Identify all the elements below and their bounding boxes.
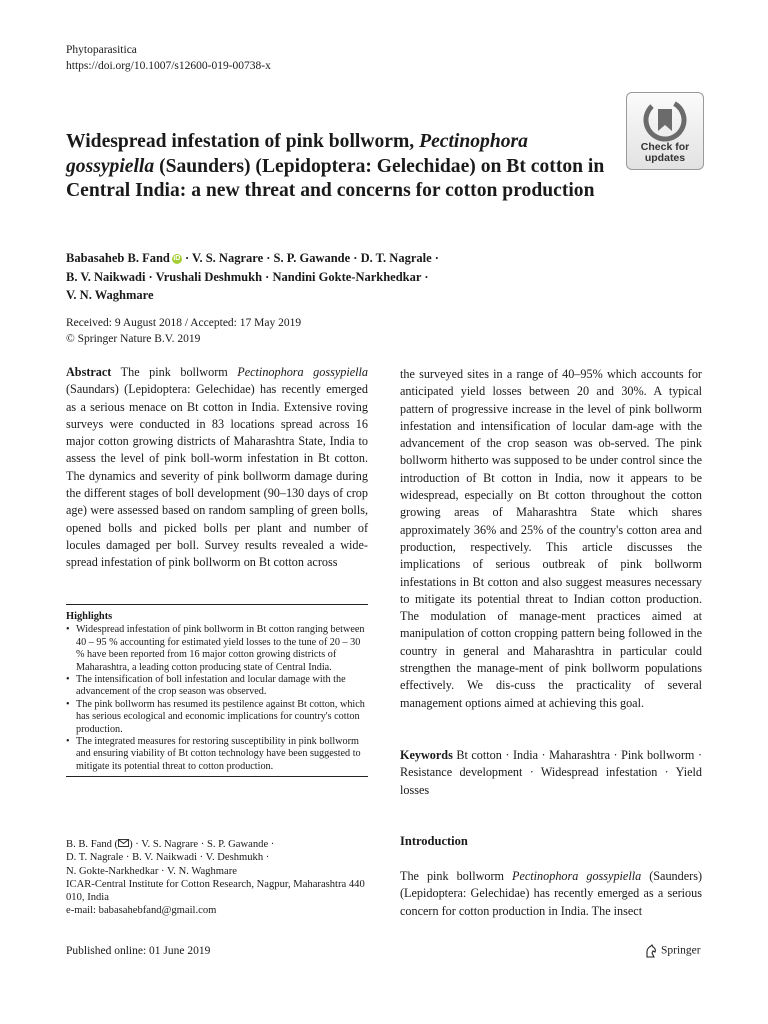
badge-line2: updates [644,152,686,164]
highlights-box [66,604,368,777]
envelope-icon[interactable] [118,839,129,847]
springer-horse-icon [644,944,658,958]
intro-t2: (Saunders) (Lepidoptera: Gelechidae) has recently emerged as a serious concern for cotton production in India. The insect [400,869,702,918]
keywords-text: Bt cotton · India · Maharashtra · Pink bollworm · Resistance development · Widespread infestation · Yield losses [400,748,702,797]
doi-link[interactable]: https://doi.org/10.1007/s12600-019-00738-x [66,60,271,72]
abstract-left [66,364,368,572]
highlight-item: • Widespread infestation of pink bollworm in Bt cotton ranging between 40 – 95 % accounting for estimated yield losses to the tune of 20 – 30 % have been reported from 16 major cotton growing districts of Maharashtra, a leading cotton producing state of Central India. [66,624,368,674]
highlight-item: • The integrated measures for restoring susceptibility in pink bollworm and ensuring viability of Bt cotton technology have been suggested to mitigate its potential threat to cotton production. [66,736,368,773]
title-species: Pectinophora gossypiella [66,131,528,177]
abstract-continued: the surveyed sites in a range of 40–95% which accounts for anticipated yield losses between 20 and 30%. A typical pattern of progressive increase in the level of pink bollworm infestation and intensification of locular dam-age with the advancement of the crop season was ob-served. The pink bollworm hitherto was supposed to be under control since the introduction of Bt cotton in India, now it appears to be widespread, especially on Bt cotton throughout the cotton growing areas of Maharashtra State which shares approximately 36% and 25% of the country's cotton area and production, respectively. This article discusses the implications of serious outbreak of pink bollworm infestations in Bt cotton and also suggest measures necessary to mitigate its potential threat to Indian cotton production. The modulation of manage-ment practices aimed at manipulation of cotton cropping pattern being followed in the country in general and Maharashtra in particular could strengthen the manage-ment of pink bollworm populations effectively. We dis-cuss the practicality of several management options aimed at achieving this goal. [400,367,702,710]
introduction-heading: Introduction [400,834,468,848]
affil-email[interactable]: e-mail: babasahebfand@gmail.com [66,905,217,917]
author-first[interactable]: Babasaheb B. Fand [66,251,170,265]
affil-line1a: B. B. Fand ( [66,839,119,850]
keywords-block [400,747,702,799]
published-online: Published online: 01 June 2019 [66,945,211,957]
badge-line1: Check for [640,141,690,153]
check-updates-icon [643,98,687,142]
article-dates [66,316,301,347]
orcid-icon[interactable]: iD [173,255,181,263]
affiliation-block [66,838,376,918]
authors-line3: V. N. Waghmare [66,288,154,302]
abstract-label: Abstract [66,365,112,379]
highlight-item: • The pink bollworm has resumed its pestilence against Bt cotton, which has serious ecological and economic implications for country's cotton production. [66,699,368,736]
title-part2: (Saunders) (Lepidoptera: Gelechidae) on Bt cotton in Central India: a new threat and concerns for cotton production [66,155,605,201]
intro-species: Pectinophora gossypiella [512,869,642,883]
title-part1: Widespread infestation of pink bollworm, [66,131,420,152]
journal-name: Phytoparasitica [66,44,137,56]
keywords-label: Keywords [400,748,453,762]
abstract-t1: The pink bollworm [111,365,238,379]
affil-line1b: ) · V. S. Nagrare · S. P. Gawande · [129,839,275,850]
check-for-updates-badge[interactable] [626,92,704,170]
abstract-t2: (Saundars) (Lepidoptera: Gelechidae) has recently emerged as a serious menace on Bt cotton in India. Extensive roving surveys were conducted in 83 locations spread across 16 major cotton growing districts of Maharashtra State, India to assess the level of pink boll-worm infestation in Bt cotton. The dynamics and severity of pink bollworm damage during the different stages of boll development (90–130 days of crop age) were assessed based on random sampling of green bolls, opened bolls and picked bolls per plant and number of locules damaged per boll. Survey results revealed a wide-spread infestation of pink bollworm on Bt cotton across [66,382,368,570]
highlights-heading: Highlights [66,611,113,622]
affil-line3: N. Gokte-Narkhedkar · V. N. Waghmare [66,865,237,877]
copyright: © Springer Nature B.V. 2019 [66,332,201,345]
affil-institute: ICAR-Central Institute for Cotton Research, Nagpur, Maharashtra 440 010, India [66,878,365,904]
springer-text: Springer [661,944,701,957]
authors-line2: B. V. Naikwadi · Vrushali Deshmukh · Nandini Gokte-Narkhedkar · [66,269,429,284]
highlights-list [66,624,368,773]
introduction-text [400,868,702,920]
received-accepted: Received: 9 August 2018 / Accepted: 17 May 2019 [66,317,302,329]
abstract-right [400,366,702,712]
authors-line1: · V. S. Nagrare · S. P. Gawande · D. T. Nagrale · [181,251,439,265]
journal-header [66,42,271,74]
springer-logo [644,944,701,958]
article-title [66,130,606,204]
author-list [66,249,626,305]
highlight-item: • The intensification of boll infestation and locular damage with the advancement of the crop season was observed. [66,674,368,699]
intro-t1: The pink bollworm [400,869,513,883]
abstract-species: Pectinophora gossypiella [237,365,368,379]
affil-line2: D. T. Nagrale · B. V. Naikwadi · V. Deshmukh · [66,852,270,864]
